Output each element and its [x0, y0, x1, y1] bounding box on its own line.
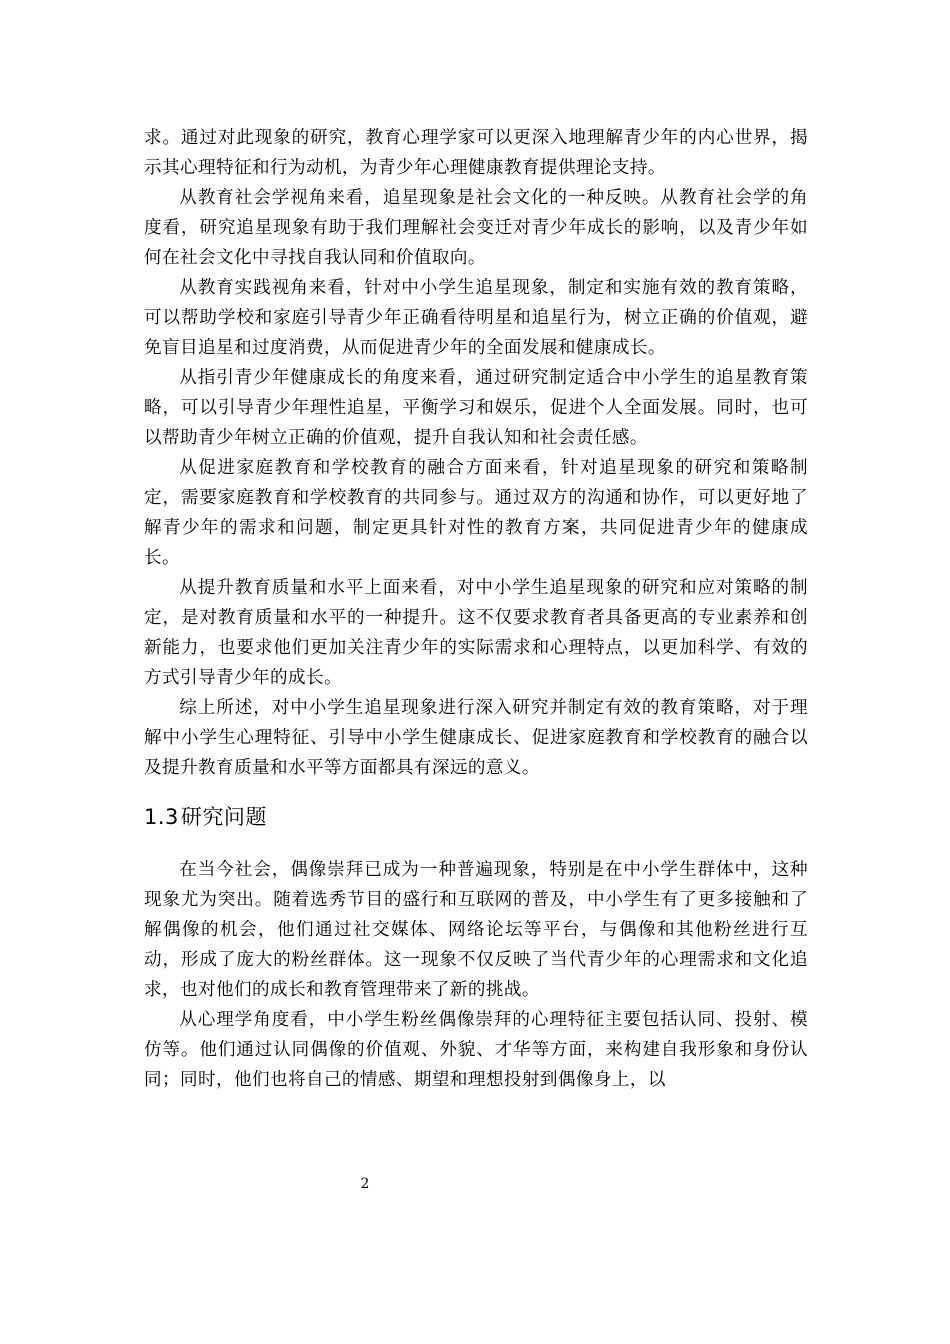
paragraph-education-quality: 从提升教育质量和水平上面来看，对中小学生追星现象的研究和应对策略的制定，是对教育质量和水平的一种提升。这不仅要求教育者具备更高的专业素养和创新能力，也要求他们更加关注青少年的实际需求和心理特点，以更加科学、有效的方式引导青少年的成长。: [144, 578, 808, 688]
section-heading: [144, 797, 808, 837]
page-number: 2: [360, 1176, 370, 1192]
paragraph-healthy-growth: 从指引青少年健康成长的角度来看，通过研究制定适合中小学生的追星教育策略，可以引导青少年理性追星，平衡学习和娱乐，促进个人全面发展。同时，也可以帮助青少年树立正确的价值观，提升自我认知和社会责任感。: [144, 368, 808, 448]
paragraph-continuation: 求。通过对此现象的研究，教育心理学家可以更深入地理解青少年的内心世界，揭示其心理特征和行为动机，为青少年心理健康教育提供理论支持。: [144, 128, 808, 178]
section-title: 研究问题: [180, 805, 267, 829]
paragraph-idol-worship: 在当今社会，偶像崇拜已成为一种普遍现象，特别是在中小学生群体中，这种现象尤为突出。随着选秀节目的盛行和互联网的普及，中小学生有了更多接触和了解偶像的机会，他们通过社交媒体、网络论坛等平台，与偶像和其他粉丝进行互动，形成了庞大的粉丝群体。这一现象不仅反映了当代青少年的心理需求和文化追求，也对他们的成长和教育管理带来了新的挑战。: [144, 860, 808, 1000]
paragraph-education-practice: 从教育实践视角来看，针对中小学生追星现象，制定和实施有效的教育策略，可以帮助学校和家庭引导青少年正确看待明星和追星行为，树立正确的价值观，避免盲目追星和过度消费，从而促进青少年的全面发展和健康成长。: [144, 278, 808, 358]
section-number: 1.3: [144, 805, 179, 829]
paragraph-education-sociology: 从教育社会学视角来看，追星现象是社会文化的一种反映。从教育社会学的角度看，研究追星现象有助于我们理解社会变迁对青少年成长的影响，以及青少年如何在社会文化中寻找自我认同和价值取向。: [144, 188, 808, 268]
paragraph-summary: 综上所述，对中小学生追星现象进行深入研究并制定有效的教育策略，对于理解中小学生心理特征、引导中小学生健康成长、促进家庭教育和学校教育的融合以及提升教育质量和水平等方面都具有深远的意义。: [144, 698, 808, 778]
paragraph-family-school: 从促进家庭教育和学校教育的融合方面来看，针对追星现象的研究和策略制定，需要家庭教育和学校教育的共同参与。通过双方的沟通和协作，可以更好地了解青少年的需求和问题，制定更具针对性的教育方案，共同促进青少年的健康成长。: [144, 458, 808, 568]
paragraph-psychology: 从心理学角度看，中小学生粉丝偶像崇拜的心理特征主要包括认同、投射、模仿等。他们通过认同偶像的价值观、外貌、才华等方面，来构建自我形象和身份认同；同时，他们也将自己的情感、期望和理想投射到偶像身上，以: [144, 1010, 808, 1090]
page-content: [144, 123, 808, 1095]
